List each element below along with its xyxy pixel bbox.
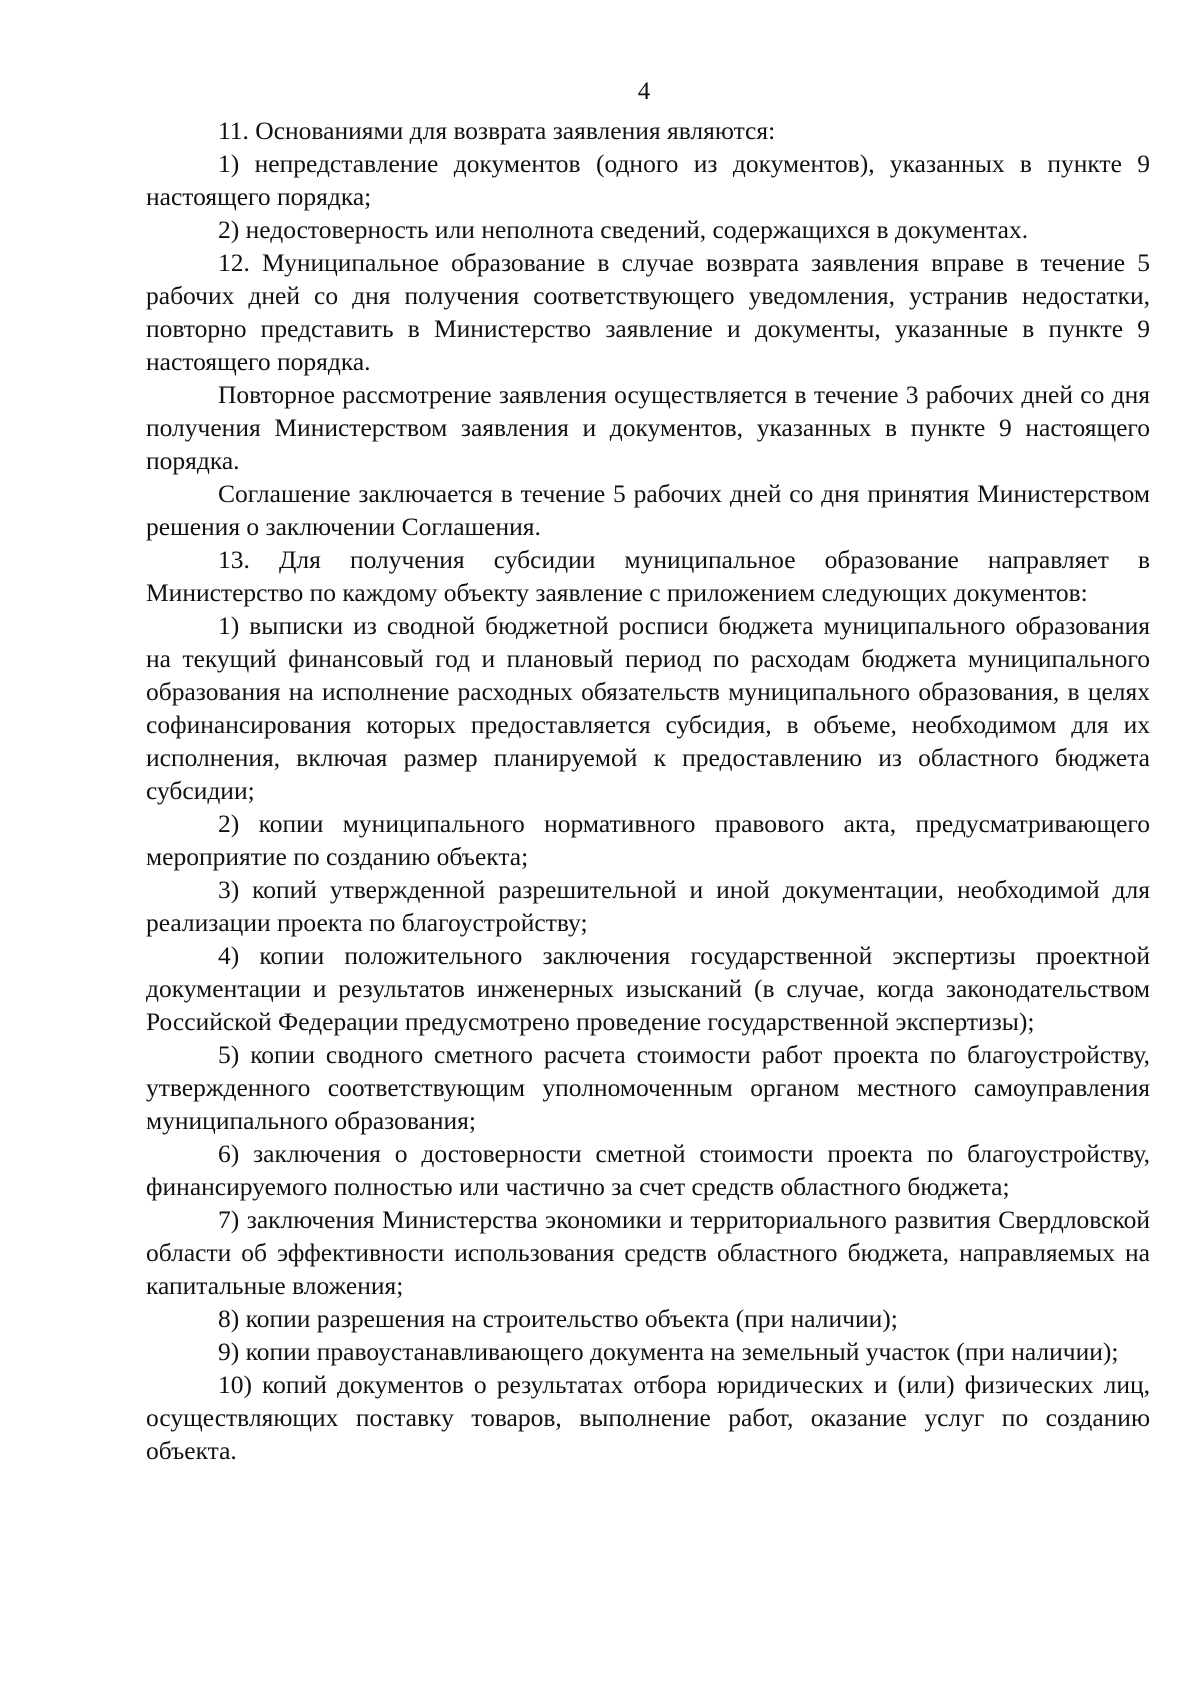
paragraph-13-item-5: 5) копии сводного сметного расчета стоимости работ проекта по благоустройству, утвержденного соответствующим уполномоченным органом местного самоуправления муниципального образования; xyxy=(146,1040,1150,1135)
paragraph-13-item-4: 4) копии положительного заключения государственной экспертизы проектной документации и результатов инженерных изысканий (в случае, когда законодательством Российской Федерации предусмотрено проведение государственной экспертизы); xyxy=(146,941,1150,1036)
paragraph-13-item-9: 9) копии правоустанавливающего документа на земельный участок (при наличии); xyxy=(218,1337,1119,1366)
paragraph-13-item-6: 6) заключения о достоверности сметной стоимости проекта по благоустройству, финансируемого полностью или частично за счет средств областного бюджета; xyxy=(146,1139,1150,1201)
paragraph-11-header: 11. Основаниями для возврата заявления являются: xyxy=(218,116,776,145)
page-number: 4 xyxy=(637,78,651,105)
paragraph-12-agreement: Соглашение заключается в течение 5 рабочих дней со дня принятия Министерством решения о заключении Соглашения. xyxy=(146,479,1150,541)
paragraph-12: 12. Муниципальное образование в случае возврата заявления вправе в течение 5 рабочих дней со дня получения соответствующего уведомления, устранив недостатки, повторно представить в Министерство заявление и документы, указанные в пункте 9 настоящего порядка. xyxy=(146,248,1150,376)
paragraph-12-repeat-review: Повторное рассмотрение заявления осуществляется в течение 3 рабочих дней со дня получения Министерством заявления и документов, указанных в пункте 9 настоящего порядка. xyxy=(146,380,1150,475)
paragraph-13-item-10: 10) копий документов о результатах отбора юридических и (или) физических лиц, осуществляющих поставку товаров, выполнение работ, оказание услуг по созданию объекта. xyxy=(146,1370,1150,1465)
paragraph-11-item-2: 2) недостоверность или неполнота сведений, содержащихся в документах. xyxy=(218,215,1029,244)
paragraph-13-item-7: 7) заключения Министерства экономики и территориального развития Свердловской области об эффективности использования средств областного бюджета, направляемых на капитальные вложения; xyxy=(146,1205,1150,1300)
paragraph-13-item-2: 2) копии муниципального нормативного правового акта, предусматривающего мероприятие по созданию объекта; xyxy=(146,809,1150,871)
paragraph-11-item-1: 1) непредставление документов (одного из документов), указанных в пункте 9 настоящего порядка; xyxy=(146,149,1150,211)
paragraph-13-header: 13. Для получения субсидии муниципальное образование направляет в Министерство по каждому объекту заявление с приложением следующих документов: xyxy=(146,545,1150,607)
paragraph-13-item-1: 1) выписки из сводной бюджетной росписи бюджета муниципального образования на текущий финансовый год и плановый период по расходам бюджета муниципального образования на исполнение расходных обязательств муниципального образования, в целях софинансирования которых предоставляется субсидия, в объеме, необходимом для их исполнения, включая размер планируемой к предоставлению из областного бюджета субсидии; xyxy=(146,611,1150,805)
paragraph-13-item-8: 8) копии разрешения на строительство объекта (при наличии); xyxy=(218,1304,898,1333)
document-body xyxy=(146,114,1150,1467)
paragraph-13-item-3: 3) копий утвержденной разрешительной и иной документации, необходимой для реализации проекта по благоустройству; xyxy=(146,875,1150,937)
